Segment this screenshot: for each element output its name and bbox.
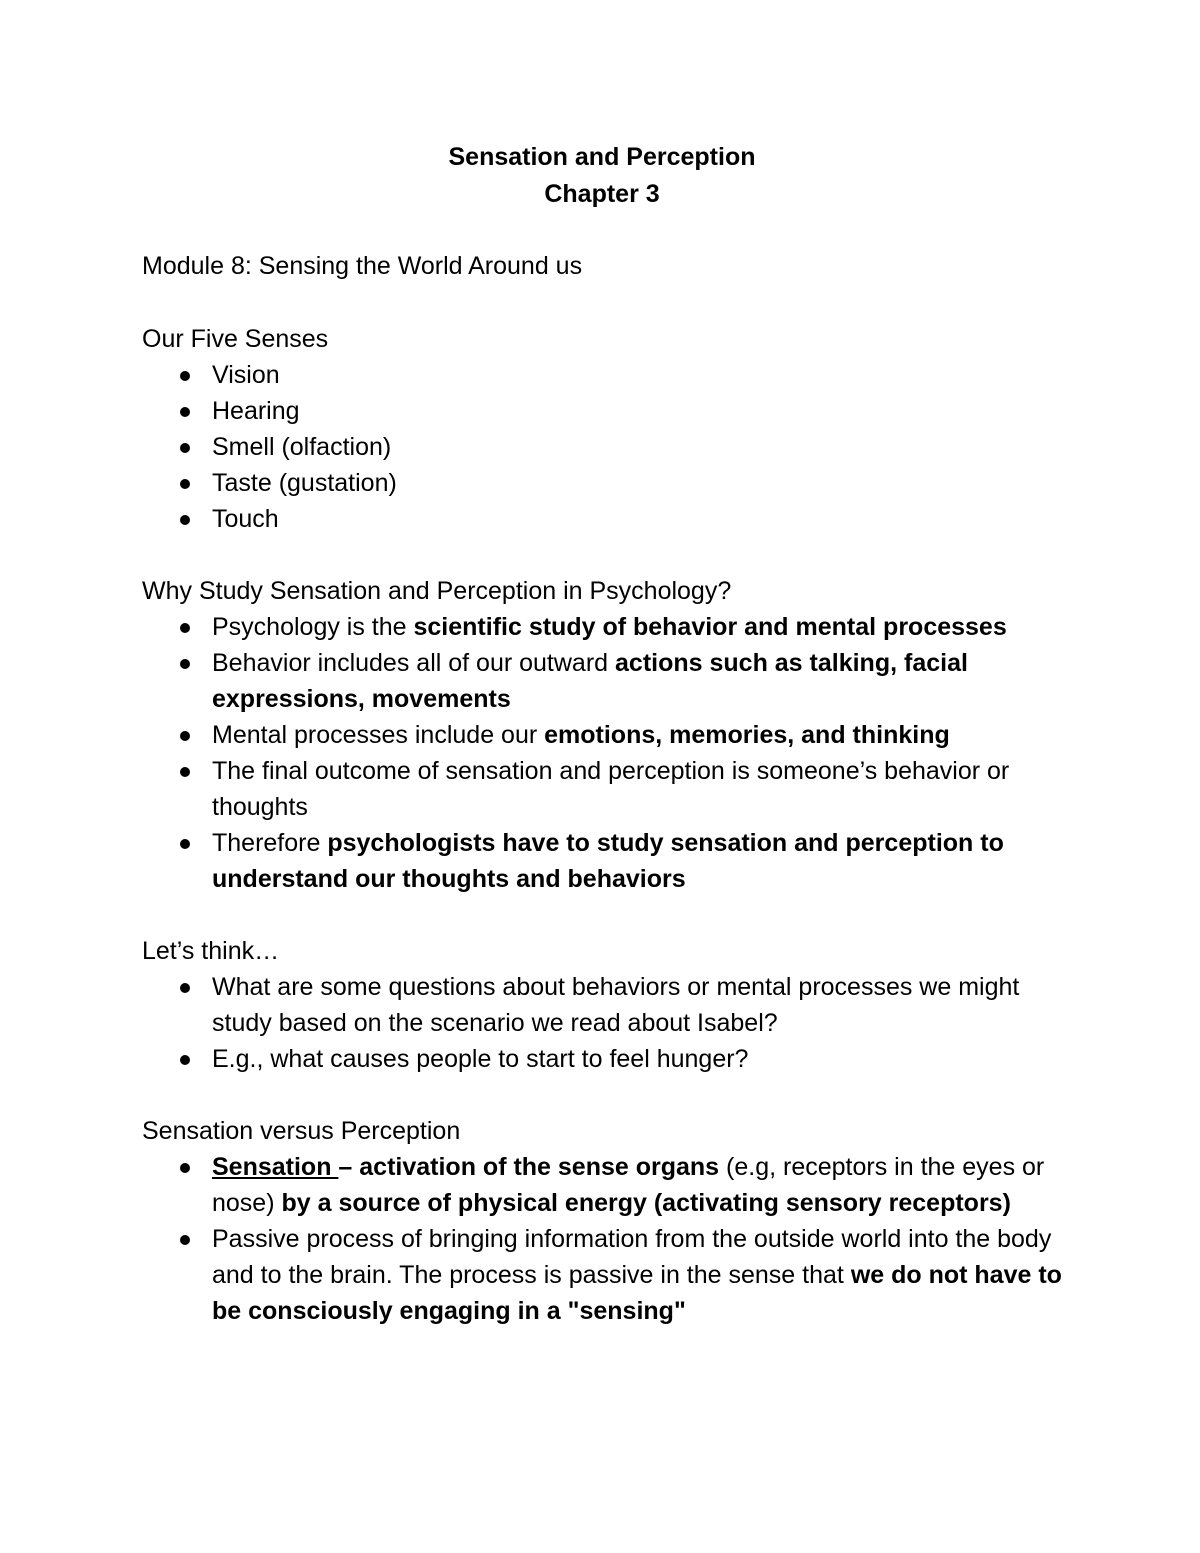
five-senses-list	[142, 357, 1062, 537]
bullet-icon	[180, 443, 190, 453]
list-item: Passive process of bringing information from the outside world into the body and to the brain. The process is passive in the sense that we do not have to be consciously engaging in a "sensing"	[212, 1221, 1062, 1329]
bullet-icon	[180, 731, 190, 741]
list-item: Sensation – activation of the sense organs (e.g, receptors in the eyes or nose) by a source of physical energy (activating sensory receptors)	[212, 1149, 1062, 1221]
list-item: Vision	[212, 357, 1062, 393]
list-item: Behavior includes all of our outward actions such as talking, facial expressions, movements	[212, 645, 1062, 717]
list-item: Psychology is the scientific study of behavior and mental processes	[212, 609, 1062, 645]
lets-think-list	[142, 969, 1062, 1077]
document-title: Sensation and Perception	[448, 143, 756, 171]
list-item: Smell (olfaction)	[212, 429, 1062, 465]
why-study-list	[142, 609, 1062, 897]
bullet-icon	[180, 767, 190, 777]
list-item: Touch	[212, 501, 1062, 537]
bullet-icon	[180, 407, 190, 417]
sensation-vs-perception-list	[142, 1149, 1062, 1329]
sensation-vs-perception-heading: Sensation versus Perception	[142, 1117, 461, 1145]
bullet-icon	[180, 1163, 190, 1173]
sensation-term: Sensation	[212, 1153, 339, 1181]
module-heading: Module 8: Sensing the World Around us	[142, 252, 583, 280]
document-subtitle: Chapter 3	[544, 180, 660, 208]
bullet-icon	[180, 983, 190, 993]
bullet-icon	[180, 659, 190, 669]
list-item: Hearing	[212, 393, 1062, 429]
bullet-icon	[180, 371, 190, 381]
list-item: E.g., what causes people to start to feel hunger?	[212, 1041, 1062, 1077]
list-item: Taste (gustation)	[212, 465, 1062, 501]
bullet-icon	[180, 515, 190, 525]
bullet-icon	[180, 839, 190, 849]
bullet-icon	[180, 1235, 190, 1245]
bullet-icon	[180, 1055, 190, 1065]
list-item: Mental processes include our emotions, memories, and thinking	[212, 717, 1062, 753]
bullet-icon	[180, 479, 190, 489]
list-item: The final outcome of sensation and perception is someone’s behavior or thoughts	[212, 753, 1062, 825]
document-page	[142, 139, 1062, 1329]
bullet-icon	[180, 623, 190, 633]
why-study-heading: Why Study Sensation and Perception in Psychology?	[142, 577, 732, 605]
list-item: Therefore psychologists have to study sensation and perception to understand our thoughts and behaviors	[212, 825, 1062, 897]
list-item: What are some questions about behaviors or mental processes we might study based on the scenario we read about Isabel?	[212, 969, 1062, 1041]
lets-think-heading: Let’s think…	[142, 937, 280, 965]
five-senses-heading: Our Five Senses	[142, 325, 329, 353]
